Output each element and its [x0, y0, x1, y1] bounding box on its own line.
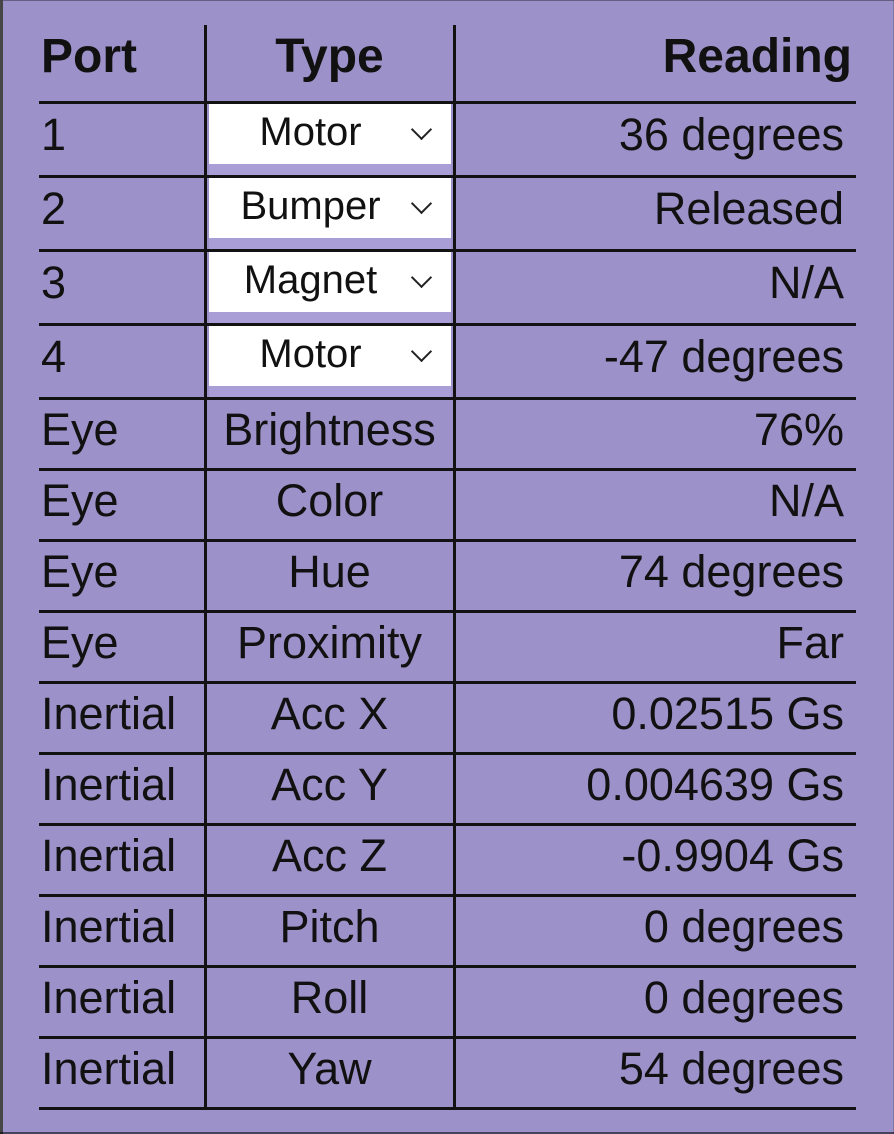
port-cell: Eye: [41, 474, 119, 526]
type-select[interactable]: [209, 104, 451, 164]
header-row: [39, 25, 856, 102]
type-cell: Acc Z: [205, 824, 454, 895]
table-row: [39, 682, 856, 753]
type-cell: [205, 176, 454, 250]
port-cell: 1: [41, 109, 67, 160]
port-cell: Inertial: [41, 758, 177, 810]
type-cell: Proximity: [205, 611, 454, 682]
type-select-wrap: [209, 252, 451, 323]
port-cell: Eye: [41, 616, 119, 668]
type-select-wrap: [209, 178, 451, 249]
reading-cell: 76%: [753, 403, 844, 455]
table-row: [39, 324, 856, 398]
type-cell: [205, 324, 454, 398]
reading-cell: 0.004639 Gs: [586, 758, 844, 810]
port-cell: Eye: [41, 403, 119, 455]
table-row: [39, 469, 856, 540]
port-cell: Inertial: [41, 900, 177, 952]
table-row: [39, 824, 856, 895]
reading-cell: Far: [776, 616, 844, 668]
type-cell: Brightness: [205, 398, 454, 469]
type-cell: [205, 102, 454, 176]
type-cell: Acc Y: [205, 753, 454, 824]
port-cell: 3: [41, 257, 67, 308]
port-cell: Inertial: [41, 1042, 177, 1094]
select-underline: [209, 238, 451, 249]
port-cell: 2: [41, 183, 67, 234]
column-header-reading: Reading: [662, 30, 852, 84]
column-header-port: Port: [41, 30, 137, 84]
reading-cell: 36 degrees: [618, 109, 844, 160]
reading-cell: N/A: [768, 474, 844, 526]
table-row: [39, 611, 856, 682]
port-cell: Inertial: [41, 687, 177, 739]
column-header-type: Type: [205, 25, 454, 102]
table-row: [39, 540, 856, 611]
reading-cell: -47 degrees: [603, 331, 844, 382]
type-select-wrap: [209, 104, 451, 175]
table-row: [39, 753, 856, 824]
window-left-edge: [0, 0, 3, 1134]
reading-cell: -0.9904 Gs: [621, 829, 844, 881]
port-cell: Eye: [41, 545, 119, 597]
table-row: [39, 102, 856, 176]
type-select-wrap: [209, 326, 451, 397]
table-row: [39, 1037, 856, 1108]
type-select[interactable]: [209, 326, 451, 386]
select-underline: [209, 164, 451, 175]
type-cell: [205, 250, 454, 324]
reading-cell: 0 degrees: [643, 971, 844, 1023]
port-cell: 4: [41, 331, 67, 382]
select-underline: [209, 312, 451, 323]
port-cell: Inertial: [41, 971, 177, 1023]
type-cell: Pitch: [205, 895, 454, 966]
reading-cell: 0.02515 Gs: [611, 687, 844, 739]
reading-cell: 54 degrees: [618, 1042, 844, 1094]
window-top-edge: [0, 0, 894, 1]
type-cell: Acc X: [205, 682, 454, 753]
reading-cell: N/A: [768, 257, 844, 308]
type-cell: Hue: [205, 540, 454, 611]
select-underline: [209, 386, 451, 397]
reading-cell: 74 degrees: [618, 545, 844, 597]
table-row: [39, 966, 856, 1037]
reading-cell: Released: [653, 183, 844, 234]
reading-cell: 0 degrees: [643, 900, 844, 952]
type-select[interactable]: [209, 178, 451, 238]
port-cell: Inertial: [41, 829, 177, 881]
type-select[interactable]: [209, 252, 451, 312]
table-row: [39, 250, 856, 324]
table-row: [39, 895, 856, 966]
table-row: [39, 398, 856, 469]
table-row: [39, 176, 856, 250]
type-cell: Roll: [205, 966, 454, 1037]
type-cell: Color: [205, 469, 454, 540]
type-cell: Yaw: [205, 1037, 454, 1108]
sensor-readings-table: [39, 25, 856, 1110]
